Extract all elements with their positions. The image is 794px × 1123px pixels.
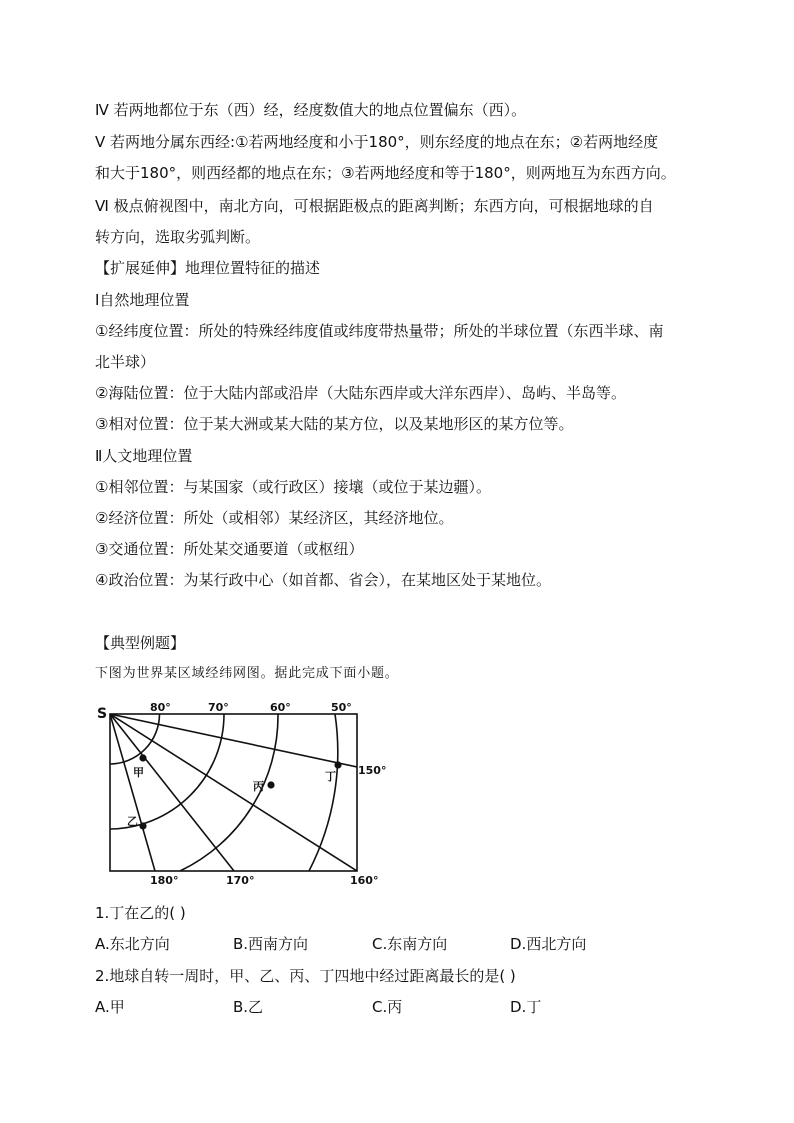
lon-label-180: 180° bbox=[150, 874, 179, 887]
latitude-arc-1 bbox=[110, 714, 160, 764]
meridian-180 bbox=[110, 714, 155, 871]
point-bing-label: 丙 bbox=[253, 780, 264, 793]
question-1-option-d[interactable]: D.西北方向 bbox=[510, 935, 587, 953]
economic-position: ②经济位置：所处（或相邻）某经济区，其经济地位。 bbox=[95, 509, 454, 527]
question-2-option-b[interactable]: B.乙 bbox=[233, 998, 264, 1016]
question-1-option-c[interactable]: C.东南方向 bbox=[372, 935, 448, 953]
point-yi-marker bbox=[139, 822, 146, 829]
meridian-160 bbox=[110, 714, 357, 871]
question-2-option-c[interactable]: C.丙 bbox=[372, 998, 403, 1016]
lon-label-150: 150° bbox=[358, 764, 387, 777]
lat-long-position-line1: ①经纬度位置：所处的特殊经纬度值或纬度带热量带；所处的半球位置（东西半球、南 bbox=[95, 322, 664, 340]
point-jia-marker bbox=[139, 754, 146, 761]
lon-label-170: 170° bbox=[226, 874, 255, 887]
question-1-stem: 1.丁在乙的( ) bbox=[95, 904, 186, 922]
example-heading: 【典型例题】 bbox=[95, 634, 186, 652]
lat-label-60: 60° bbox=[270, 701, 291, 714]
point-yi-label: 乙 bbox=[127, 815, 138, 828]
meridian-170 bbox=[110, 714, 234, 871]
lat-long-position-line2: 北半球） bbox=[95, 353, 156, 371]
sea-land-position: ②海陆位置：位于大陆内部或沿岸（大陆东西岸或大洋东西岸）、岛屿、半岛等。 bbox=[95, 384, 626, 402]
human-location-heading: Ⅱ人文地理位置 bbox=[95, 447, 193, 465]
question-1-option-a[interactable]: A.东北方向 bbox=[95, 935, 170, 953]
lat-label-80: 80° bbox=[150, 701, 171, 714]
question-2-option-d[interactable]: D.丁 bbox=[510, 998, 542, 1016]
lat-label-70: 70° bbox=[208, 701, 229, 714]
question-2-stem: 2.地球自转一周时，甲、乙、丙、丁四地中经过距离最长的是( ) bbox=[95, 967, 516, 985]
traffic-position: ③交通位置：所处某交通要道（或枢纽） bbox=[95, 540, 364, 558]
rule-v-line2: 和大于180°，则西经都的地点在东；③若两地经度和等于180°，则两地互为东西方向。 bbox=[95, 164, 676, 182]
point-bing-marker bbox=[267, 781, 274, 788]
latitude-arc-4 bbox=[309, 714, 338, 871]
extension-heading: 【扩展延伸】地理位置特征的描述 bbox=[95, 259, 321, 277]
question-2-option-a[interactable]: A.甲 bbox=[95, 998, 125, 1016]
map-frame bbox=[110, 714, 357, 871]
latitude-arc-2 bbox=[110, 714, 224, 829]
point-jia-label: 甲 bbox=[133, 766, 144, 779]
lon-label-160: 160° bbox=[350, 874, 379, 887]
point-ding-marker bbox=[334, 761, 341, 768]
lat-label-50: 50° bbox=[331, 701, 352, 714]
rule-vi-line2: 转方向，选取劣弧判断。 bbox=[95, 228, 261, 246]
neighbor-position: ①相邻位置：与某国家（或行政区）接壤（或位于某边疆）。 bbox=[95, 478, 491, 496]
example-intro: 下图为世界某区域经纬网图。据此完成下面小题。 bbox=[95, 666, 399, 681]
relative-position: ③相对位置：位于某大洲或某大陆的某方位，以及某地形区的某方位等。 bbox=[95, 415, 574, 433]
latitude-arc-3 bbox=[180, 714, 278, 871]
meridian-150 bbox=[110, 714, 357, 767]
rule-v-line1: Ⅴ 若两地分属东西经:①若两地经度和小于180°，则东经度的地点在东；②若两地经度 bbox=[95, 133, 659, 151]
question-1-option-b[interactable]: B.西南方向 bbox=[233, 935, 309, 953]
point-ding-label: 丁 bbox=[325, 770, 336, 783]
pole-label: S bbox=[97, 706, 108, 722]
political-position: ④政治位置：为某行政中心（如首都、省会），在某地区处于某地位。 bbox=[95, 571, 551, 589]
rule-iv: Ⅳ 若两地都位于东（西）经，经度数值大的地点位置偏东（西）。 bbox=[95, 101, 527, 119]
rule-vi-line1: Ⅵ 极点俯视图中，南北方向，可根据距极点的距离判断；东西方向，可根据地球的自 bbox=[95, 197, 654, 215]
natural-location-heading: Ⅰ自然地理位置 bbox=[95, 291, 190, 309]
